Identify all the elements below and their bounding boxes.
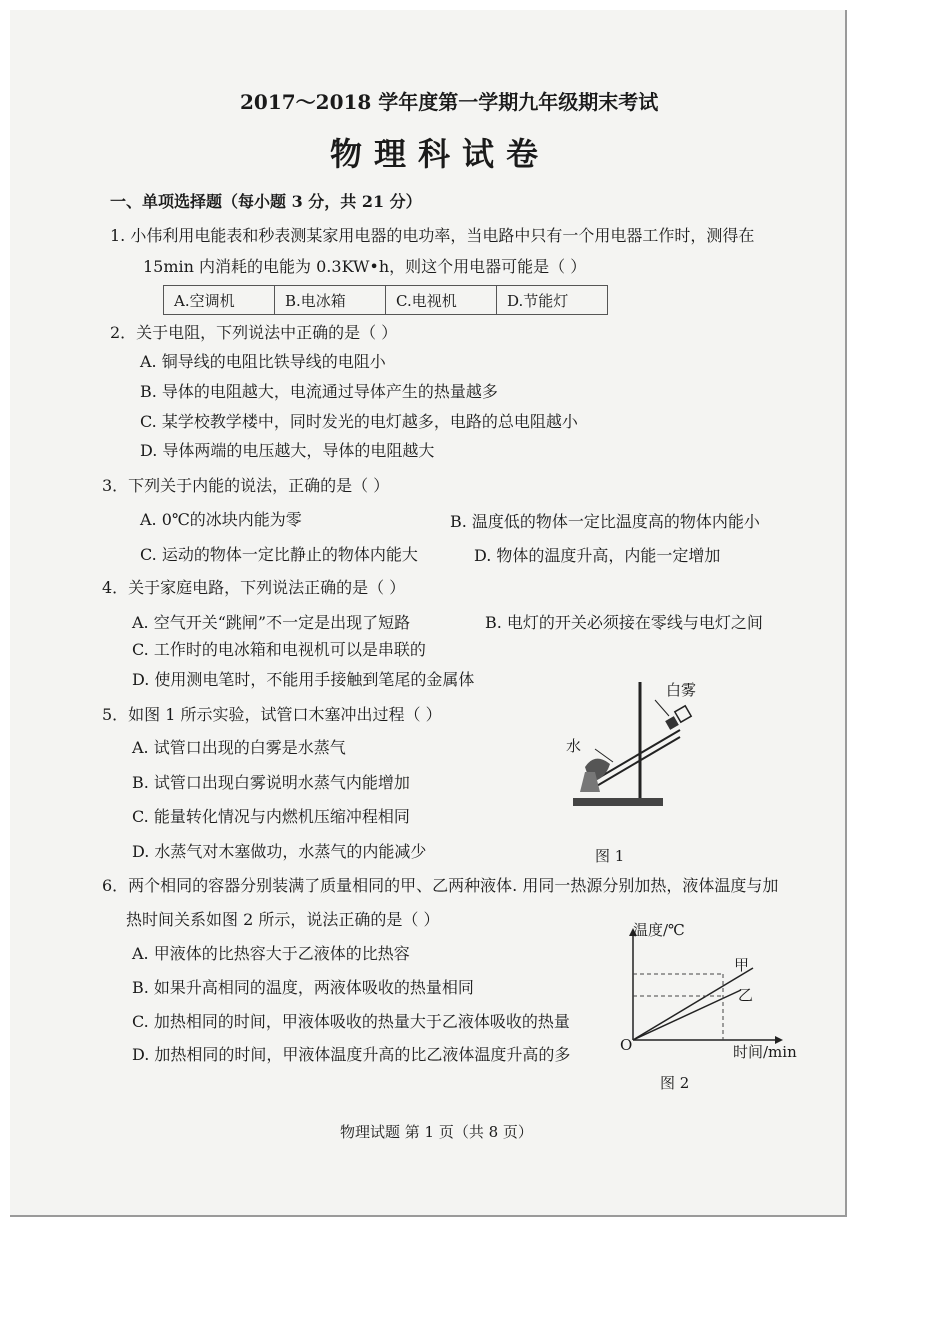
figure2-caption: 图 2 <box>660 1074 690 1092</box>
figure1-label-water: 水 <box>566 737 582 755</box>
q4-option-b: B. 电灯的开关必须接在零线与电灯之间 <box>485 613 763 632</box>
q4-option-d: D. 使用测电笔时，不能用手接触到笔尾的金属体 <box>132 670 475 689</box>
figure1-caption: 图 1 <box>595 847 625 865</box>
q4-stem: 4．关于家庭电路，下列说法正确的是（ ） <box>102 578 406 597</box>
q2-option-c: C. 某学校教学楼中，同时发光的电灯越多，电路的总电阻越小 <box>140 412 578 431</box>
q5-option-b: B. 试管口出现白雾说明水蒸气内能增加 <box>132 773 410 792</box>
q6-line-1: 6．两个相同的容器分别装满了质量相同的甲、乙两种液体. 用同一热源分别加热，液体温度与加 <box>102 876 779 895</box>
q4-option-c: C. 工作时的电冰箱和电视机可以是串联的 <box>132 640 426 659</box>
subject-title: 物理科试卷 <box>330 135 551 173</box>
page-footer: 物理试题 第 1 页（共 8 页） <box>340 1123 533 1141</box>
q1-option-d: D.节能灯 <box>497 286 608 315</box>
q6-option-d: D. 加热相同的时间，甲液体温度升高的比乙液体温度升高的多 <box>132 1045 571 1064</box>
figure2-line-jia <box>633 968 753 1040</box>
figure2-x-label: 时间/min <box>733 1043 797 1061</box>
exam-title: 2017～2018 学年度第一学期九年级期末考试 <box>240 90 659 114</box>
q5-option-d: D. 水蒸气对木塞做功，水蒸气的内能减少 <box>132 842 427 861</box>
q5-option-c: C. 能量转化情况与内燃机压缩冲程相同 <box>132 807 410 826</box>
q3-stem: 3．下列关于内能的说法，正确的是（ ） <box>102 476 390 495</box>
q2-stem: 2．关于电阻，下列说法中正确的是（ ） <box>110 323 398 342</box>
q6-line-2: 热时间关系如图 2 所示，说法正确的是（ ） <box>126 910 440 929</box>
q4-option-a: A. 空气开关“跳闸”不一定是出现了短路 <box>132 613 411 632</box>
figure2-line-yi <box>633 990 741 1040</box>
q5-stem: 5．如图 1 所示实验，试管口木塞冲出过程（ ） <box>102 705 442 724</box>
q1-option-c: C.电视机 <box>386 286 497 315</box>
q1-options-table <box>163 285 608 315</box>
figure2-graph <box>615 922 795 1062</box>
q5-option-a: A. 试管口出现的白雾是水蒸气 <box>132 738 346 757</box>
q6-option-a: A. 甲液体的比热容大于乙液体的比热容 <box>132 944 410 963</box>
q1-line-1: 1. 小伟利用电能表和秒表测某家用电器的电功率，当电路中只有一个用电器工作时，测得在 <box>110 226 755 245</box>
q3-option-a: A. 0℃的冰块内能为零 <box>140 510 302 529</box>
q1-option-b: B.电冰箱 <box>275 286 386 315</box>
figure1-label-mist: 白雾 <box>666 681 697 699</box>
q1-option-a: A.空调机 <box>164 286 275 315</box>
q1-line-2: 15min 内消耗的电能为 0.3KW•h，则这个用电器可能是（ ） <box>143 257 587 276</box>
figure2-label-yi: 乙 <box>738 986 754 1004</box>
section-heading: 一、单项选择题（每小题 3 分，共 21 分） <box>110 192 422 211</box>
figure2-label-jia: 甲 <box>734 956 750 974</box>
q2-option-d: D. 导体两端的电压越大，导体的电阻越大 <box>140 441 435 460</box>
q6-option-b: B. 如果升高相同的温度，两液体吸收的热量相同 <box>132 978 474 997</box>
q3-option-d: D. 物体的温度升高，内能一定增加 <box>474 546 721 565</box>
q6-option-c: C. 加热相同的时间，甲液体吸收的热量大于乙液体吸收的热量 <box>132 1012 570 1031</box>
q2-option-a: A. 铜导线的电阻比铁导线的电阻小 <box>140 352 386 371</box>
q2-option-b: B. 导体的电阻越大，电流通过导体产生的热量越多 <box>140 382 498 401</box>
figure2-origin: O <box>620 1036 633 1054</box>
figure2-y-label: 温度/℃ <box>633 921 685 939</box>
q3-option-b: B. 温度低的物体一定比温度高的物体内能小 <box>450 512 760 531</box>
q3-option-c: C. 运动的物体一定比静止的物体内能大 <box>140 545 418 564</box>
